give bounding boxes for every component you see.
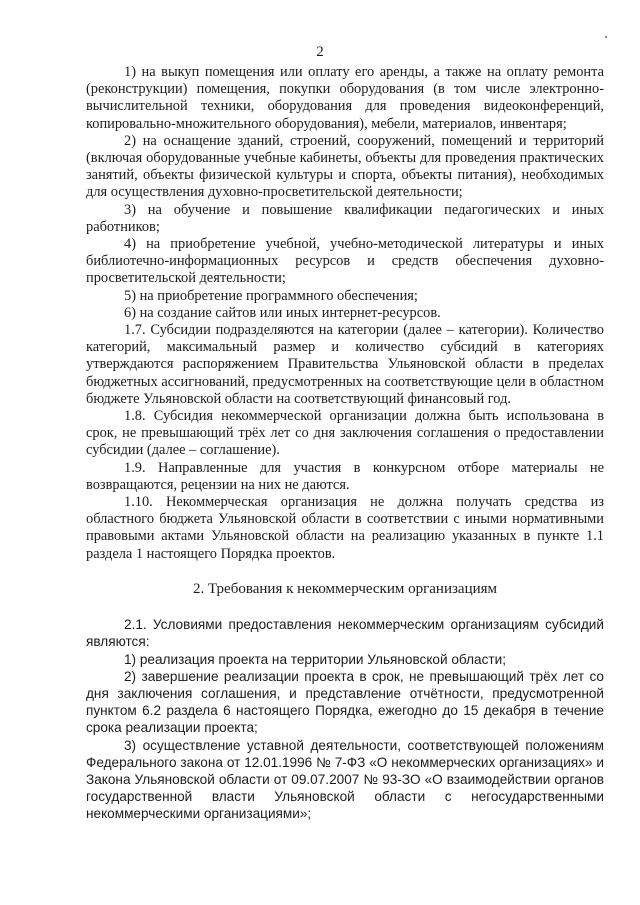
section-2-heading: 2. Требования к некоммерческим организациям (192, 580, 498, 597)
document-body (86, 64, 604, 823)
paragraph-1-7: 1.7. Субсидии подразделяются на категории (далее – категории). Количество категорий, максимальный размер и количество субсидий в категориях утверждаются распоряжением Правительства Ульяновской области в пределах бюджетных ассигнований, предусмотренных на соответствующие цели в областном бюджете Ульяновской области на соответствующий финансовый год. (86, 322, 604, 407)
paragraph-1-10: 1.10. Некоммерческая организация не должна получать средства из областного бюджета Ульяновской области в соответствии с иными нормативными правовыми актами Ульяновской области на реализацию указанных в пункте 1.1 раздела 1 настоящего Порядка проектов. (86, 494, 604, 562)
condition-item-2: 2) завершение реализации проекта в срок, не превышающий трёх лет со дня заключения соглашения, и представление отчётности, предусмотренной пунктом 6.2 раздела 6 настоящего Порядка, ежегодно до 15 декабря в течение срока реализации проекта; (86, 668, 604, 736)
paragraph-item-6: 6) на создание сайтов или иных интернет-ресурсов. (124, 304, 441, 321)
paragraph-1-9: 1.9. Направленные для участия в конкурсном отборе материалы не возвращаются, рецензии на них не даются. (86, 459, 604, 493)
paragraph-1-8: 1.8. Субсидия некоммерческой организации должна быть использована в срок, не превышающий трёх лет со дня заключения соглашения о предоставлении субсидии (далее – соглашение). (86, 408, 604, 459)
paragraph-item-4: 4) на приобретение учебной, учебно-методической литературы и иных библиотечно-информационных ресурсов и средств обеспечения духовно-просветительской деятельности; (86, 236, 604, 287)
paragraph-item-1: 1) на выкуп помещения или оплату его аренды, а также на оплату ремонта (реконструкции) помещения, покупки оборудования (в том числе электронно-вычислительной техники, оборудования для проведения видеоконференций, копировально-множительного оборудования), мебели, материалов, инвентаря; (86, 64, 604, 132)
section-1-list (86, 64, 604, 563)
condition-item-1: 1) реализация проекта на территории Ульяновской области; (124, 651, 506, 667)
paragraph-item-3: 3) на обучение и повышение квалификации педагогических и иных работников; (86, 201, 604, 235)
scan-speck (605, 36, 607, 38)
paragraph-item-2: 2) на оснащение зданий, строений, сооружений, помещений и территорий (включая оборудованные учебные кабинеты, объекты для проведения практических занятий, объекты физической культуры и спорта, объекты питания), необходимых для осуществления духовно-просветительской деятельности; (86, 132, 604, 201)
condition-item-3: 3) осуществление уставной деятельности, соответствующей положениям Федерального закона от 12.01.1996 № 7-ФЗ «О некоммерческих организациях» и Закона Ульяновской области от 09.07.2007 № 93-ЗО «О взаимодействии органов государственной власти Ульяновской области с негосударственными некоммерческими организациями»; (86, 737, 604, 822)
paragraph-2-1: 2.1. Условиями предоставления некоммерческим организациям субсидий являются: (86, 617, 604, 650)
paragraph-item-5: 5) на приобретение программного обеспечения; (124, 287, 418, 304)
section-2-list (86, 616, 604, 822)
page-number: 2 (316, 44, 324, 60)
